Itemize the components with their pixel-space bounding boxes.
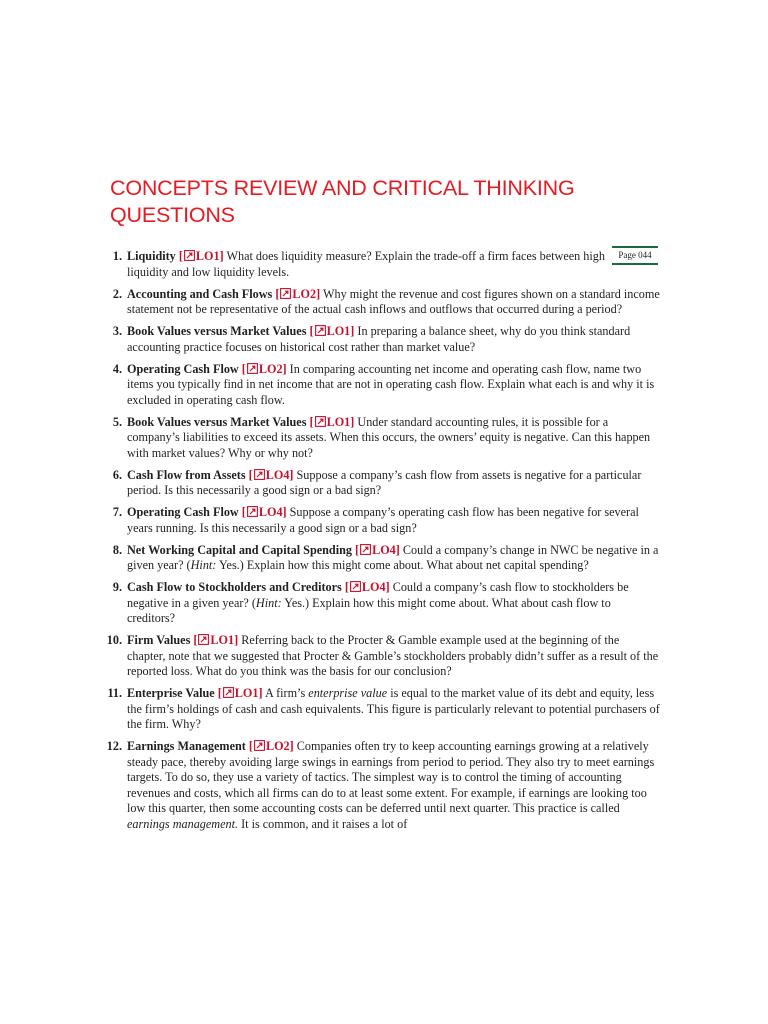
question-text: Suppose a company’s cash flow from assets is negative for a particular period. Is this necessarily a good sign or a bad sign? <box>127 467 642 497</box>
learning-objective-label: LO1] <box>234 686 263 700</box>
external-link-icon <box>247 363 258 374</box>
learning-objective-link[interactable]: [ LO1] <box>309 324 355 338</box>
learning-objective-label: LO4] <box>361 580 390 594</box>
learning-objective-link[interactable]: [ LO1] <box>193 633 239 647</box>
learning-objective-label: LO1] <box>326 324 355 338</box>
external-link-icon <box>315 325 326 336</box>
question-number: 3. <box>112 324 122 338</box>
external-link-icon <box>198 634 209 645</box>
question-label: Accounting and Cash Flows <box>127 286 273 301</box>
learning-objective-label: LO1] <box>195 249 224 263</box>
question-item <box>100 287 660 318</box>
question-text: What does liquidity measure? Explain the trade-off a firm faces between high liquidity and low liquidity levels. <box>127 249 605 279</box>
learning-objective-link[interactable]: [ LO2] <box>248 739 294 753</box>
question-text: A firm’s <box>264 686 309 700</box>
question-number: 11. <box>107 686 122 700</box>
question-label: Operating Cash Flow <box>127 361 239 376</box>
question-text: Referring back to the Procter & Gamble example used at the beginning of the chapter, note that we suggested that Procter & Gamble’s stockholders probably didn’t suffer as a result of the reported loss. What do you think was the basis for our conclusion? <box>127 633 659 678</box>
question-label: Operating Cash Flow <box>127 505 239 519</box>
learning-objective-link[interactable]: [ LO4] <box>248 467 294 482</box>
learning-objective-link[interactable]: [ LO1] <box>309 414 355 429</box>
external-link-icon <box>254 469 265 480</box>
question-number: 1. <box>112 249 122 263</box>
question-item <box>100 686 660 733</box>
question-text: Under standard accounting rules, it is possible for a company’s liabilities to exceed its assets. When this occurs, the owners’ equity is negative. Can this happen with market values? Why or why not? <box>127 414 651 460</box>
question-label: Book Values versus Market Values <box>127 324 307 338</box>
question-number: 6. <box>112 467 122 482</box>
question-number: 4. <box>112 361 122 376</box>
question-number: 7. <box>112 505 122 519</box>
question-item <box>100 580 660 627</box>
external-link-icon <box>254 740 265 751</box>
question-item <box>100 739 660 832</box>
learning-objective-link[interactable]: [ LO4] <box>344 580 390 594</box>
question-number: 10. <box>106 633 122 647</box>
question-item <box>100 543 660 574</box>
question-item <box>100 505 660 536</box>
external-link-icon <box>360 544 371 555</box>
question-label: Book Values versus Market Values <box>127 414 307 429</box>
question-text: Companies often try to keep accounting earnings growing at a relatively steady pace, thereby avoiding large swings in earnings from period to period. They also try to meet earnings targets. To do so, they use a variety of tactics. The simplest way is to control the timing of accounting revenues and costs, which all firms can do to at least some extent. For example, if earnings are looking too low this quarter, then some accounting costs can be deferred until next quarter. This practice is called <box>127 739 655 815</box>
question-item <box>100 249 660 280</box>
section-title: CONCEPTS REVIEW AND CRITICAL THINKING QUESTIONS <box>110 176 575 227</box>
question-item <box>100 468 660 499</box>
question-text: In preparing a balance sheet, why do you think standard accounting practice focuses on historical cost rather than market value? <box>127 324 631 354</box>
question-item <box>100 324 660 355</box>
learning-objective-label: LO1] <box>326 414 355 429</box>
question-item <box>100 633 660 680</box>
question-label: Cash Flow from Assets <box>127 467 246 482</box>
learning-objective-link[interactable]: [ LO2] <box>275 286 321 301</box>
question-text: Yes.) Explain how this might come about. What about net capital spending? <box>216 558 589 572</box>
learning-objective-label: LO4] <box>265 467 294 482</box>
learning-objective-label: LO2] <box>258 361 287 376</box>
question-label: Net Working Capital and Capital Spending <box>127 542 352 557</box>
question-text: is equal to the market value of its debt and equity, less the firm’s holdings of cash and cash equivalents. This figure is particularly relevant to potential purchasers of the firm. Why? <box>127 686 660 731</box>
question-label: Cash Flow to Stockholders and Creditors <box>127 580 342 594</box>
question-label: Earnings Management <box>127 739 246 753</box>
learning-objective-link[interactable]: [ LO2] <box>241 361 287 376</box>
question-text: In comparing accounting net income and operating cash flow, name two items you typically find in net income that are not in operating cash flow. Explain what each is and why it is excluded in operating cash flow. <box>127 361 655 407</box>
question-text-emphasis: Hint: <box>255 595 282 610</box>
question-label: Enterprise Value <box>127 686 215 700</box>
learning-objective-label: LO2] <box>292 286 321 301</box>
external-link-icon <box>247 506 258 517</box>
question-number: 8. <box>112 542 122 557</box>
question-number: 5. <box>112 414 122 429</box>
question-number: 9. <box>112 580 122 594</box>
question-number: 12. <box>106 739 122 753</box>
question-list <box>100 249 660 839</box>
external-link-icon <box>315 416 326 427</box>
question-text: Suppose a company’s operating cash flow has been negative for several years running. Is this necessarily a good sign or a bad sign? <box>127 505 639 535</box>
question-item <box>100 362 660 409</box>
external-link-icon <box>350 581 361 592</box>
question-text-emphasis: Hint: <box>190 558 217 572</box>
learning-objective-link[interactable]: [ LO1] <box>178 249 224 263</box>
question-label: Liquidity <box>127 249 176 263</box>
question-number: 2. <box>112 286 122 301</box>
learning-objective-link[interactable]: [ LO4] <box>241 505 287 519</box>
learning-objective-link[interactable]: [ LO4] <box>355 542 400 557</box>
external-link-icon <box>280 288 291 299</box>
external-link-icon <box>184 250 195 261</box>
question-text: Why might the revenue and cost figures shown on a standard income statement not be representative of the actual cash inflows and outflows that occurred during a period? <box>127 286 660 316</box>
learning-objective-label: LO1] <box>210 633 239 647</box>
learning-objective-link[interactable]: [ LO1] <box>217 686 263 700</box>
learning-objective-label: LO4] <box>372 542 400 557</box>
learning-objective-label: LO2] <box>265 739 294 753</box>
question-item <box>100 415 660 462</box>
question-label: Firm Values <box>127 633 191 647</box>
question-text-emphasis: enterprise value <box>308 686 388 700</box>
question-text: It is common, and it raises a lot of <box>238 816 408 831</box>
question-text: Could a company’s cash flow to stockholders be negative in a given year? ( <box>127 580 629 610</box>
question-text: Yes.) Explain how this might come about. What about cash flow to creditors? <box>127 595 611 625</box>
question-text-emphasis: earnings management. <box>127 816 239 831</box>
question-text: Could a company’s change in NWC be negative in a given year? ( <box>127 542 659 572</box>
external-link-icon <box>223 687 234 698</box>
page-marker: Page 044 <box>612 246 658 265</box>
learning-objective-label: LO4] <box>258 505 287 519</box>
